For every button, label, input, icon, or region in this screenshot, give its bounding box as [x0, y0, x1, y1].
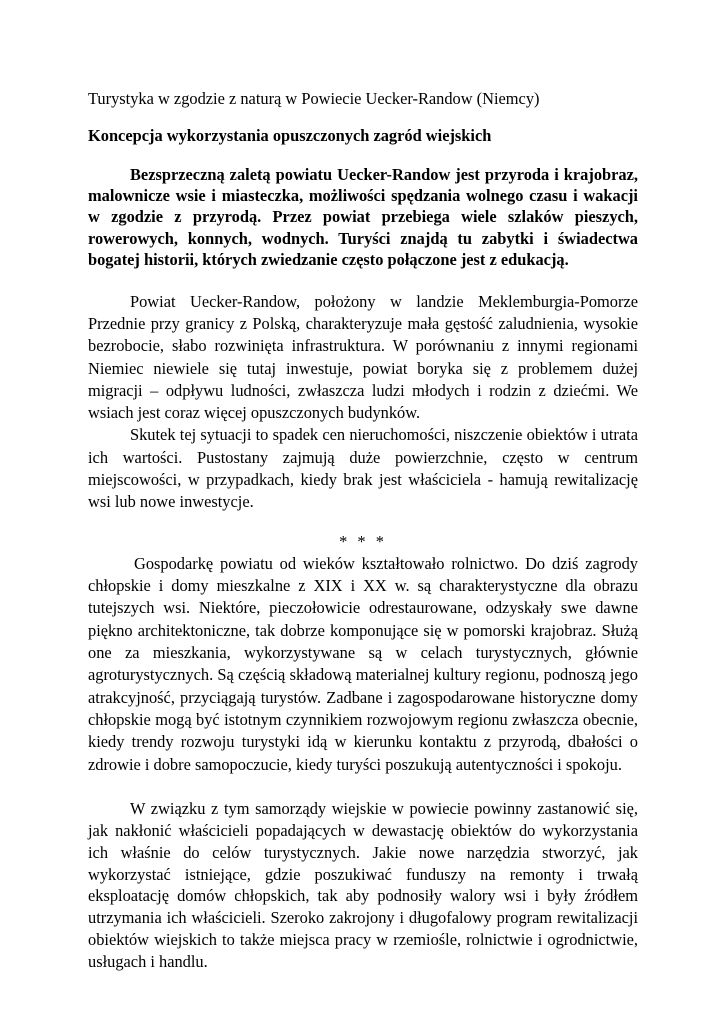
lead-paragraph: Bezsprzeczną zaletą powiatu Uecker-Randow jest przyroda i krajobraz, malownicze wsie i miasteczka, możliwości spędzania wolnego czasu i wakacji w zgodzie z przyrodą. Przez powiat przebiega wiele szlaków pieszych, rowerowych, konnych, wodnych. Turyści znajdą tu zabytki i świadectwa bogatej historii, których zwiedzanie często połączone jest z edukacją.	[88, 164, 638, 270]
body-paragraph-3: Gospodarkę powiatu od wieków kształtowało rolnictwo. Do dziś zagrody chłopskie i domy mieszkalne z XIX i XX w. są charakterystyczne dla obrazu tutejszych wsi. Niektóre, pieczołowicie odrestaurowane, odzyskały swe dawne piękno architektoniczne, tak dobrze komponujące się w pomorski krajobraz. Służą one za mieszkania, wykorzystywane są w celach turystycznych, głównie agroturystycznych. Są częścią składową materialnej kultury regionu, podnoszą jego atrakcyjność, przyciągają turystów. Zadbane i zagospodarowane historyczne domy chłopskie mogą być istotnym czynnikiem rozwojowym regionu zwłaszcza obecnie, kiedy trendy rozwoju turystyki idą w kierunku kontaktu z przyrodą, dbałości o zdrowie i dobre samopoczucie, kiedy turyści poszukują autentyczności i spokoju.	[88, 553, 638, 774]
body-paragraph-2: Skutek tej sytuacji to spadek cen nieruchomości, niszczenie obiektów i utrata ich wartości. Pustostany zajmują duże powierzchnie, często w centrum miejscowości, w przypadkach, kiedy brak jest właściciela - hamują rewitalizację wsi lub nowe inwestycje.	[88, 425, 638, 512]
body-paragraph-1: Powiat Uecker-Randow, położony w landzie Meklemburgia-Pomorze Przednie przy granicy z Polską, charakteryzuje mała gęstość zaludnienia, wysokie bezrobocie, słabo rozwinięta infrastruktura. W porównaniu z innymi regionami Niemiec niewiele się tutaj inwestuje, powiat boryka się z problemem dużej migracji – odpływu ludności, zwłaszcza ludzi młodych i rodzin z dziećmi. We wsiach jest coraz więcej opuszczonych budynków.	[88, 291, 638, 423]
body-paragraph-4: W związku z tym samorządy wiejskie w powiecie powinny zastanowić się, jak nakłonić właścicieli popadających w dewastację obiektów do wykorzystania ich właśnie do celów turystycznych. Jakie nowe narzędzia stworzyć, jak wykorzystać istniejące, gdzie poszukiwać funduszy na remonty i trwałą eksploatację domów chłopskich, tak aby podnosiły walory wsi i były źródłem utrzymania ich właścicieli. Szeroko zakrojony i długofalowy program rewitalizacji obiektów wiejskich to także miejsca pracy w rzemiośle, rolnictwie i ogrodnictwie, usługach i handlu.	[88, 798, 638, 972]
section-separator: * * *	[339, 531, 387, 551]
document-page	[88, 88, 638, 973]
document-title: Turystyka w zgodzie z naturą w Powiecie Uecker-Randow (Niemcy)	[88, 89, 540, 108]
document-subtitle: Koncepcja wykorzystania opuszczonych zagród wiejskich	[88, 126, 492, 146]
